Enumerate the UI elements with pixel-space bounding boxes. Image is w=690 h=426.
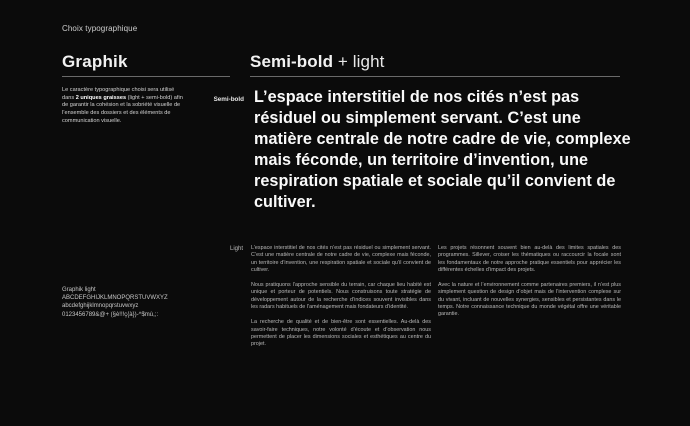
weight-light-title: light: [352, 52, 385, 71]
light-paragraph: Nous pratiquons l’approche sensible du terrain, car chaque lieu habité est unique et porteur de potentiels. Nous construisons toute stratégie de développement autour de la recherche d’indices souvent invisibles dans les radars habituels de l’aménagement mais fondateurs d’identité.: [251, 282, 431, 311]
divider-right: [250, 76, 620, 77]
specimen-symbols: 0123456789&@+ (§è!!!ç{à})-^$mù,;:: [62, 311, 159, 318]
intro-text-before: Le caractère typographique choisi sera utilisé dans: [62, 87, 175, 101]
weight-semibold-title: Semi-bold: [250, 52, 334, 71]
intro-paragraph: [62, 87, 187, 126]
semibold-sample-text: L’espace interstitiel de nos cités n’est pas résiduel ou simplement servant. C’est une matière centrale de notre cadre de vie, complexe mais féconde, un territoire d’invention, une respiration spatiale et sociale qu’il convient de cultiver.: [254, 88, 631, 211]
light-sample-column-2: [438, 245, 621, 327]
light-paragraph: La recherche de qualité et de bien-être sont essentielles. Au-delà des savoir-faire techniques, notre volonté d’écoute et d’observation nous permettent de placer les dimensions sociales et esthétiques au centre du projet.: [251, 319, 431, 348]
light-label: Light: [229, 246, 243, 252]
semibold-label: Semi-bold: [213, 96, 244, 103]
light-paragraph: L’espace interstitiel de nos cités n’est pas résiduel ou simplement servant. C’est une matière centrale de notre cadre de vie, complexe mais féconde, un territoire d’invention, une respiration spatiale et sociale qu’il convient de cultiver.: [251, 245, 431, 273]
light-paragraph: Avec la nature et l’environnement comme partenaires premiers, il n’est plus simplement question de design d’objet mais de l’intervention complexe sur du vivant, incluant de nouvelles synergies, sensibles et persistantes dans le temps. Notre connaissance technique du monde végétal offre une véritable garantie.: [438, 282, 621, 318]
intro-text-after: (light + semi-bold) afin de garantir la cohésion et la sobriété visuelle de l’ensemble des dossiers et des éléments de communication visuelle.: [62, 94, 183, 124]
specimen-lowercase: abcdefghijklmnopqrstuvwxyz: [62, 303, 139, 310]
weight-separator: +: [333, 52, 353, 71]
light-paragraph: Les projets résonnent souvent bien au-delà des limites spatiales des programmes. Sillever, croiser les thématiques ou raccourcir la focale sont les fondamentaux de notre approche pratique essentiels pour apprécier les différentes échelles d’impact des projets.: [438, 245, 621, 273]
intro-emphasis: 2 uniques graisses: [75, 94, 127, 101]
light-sample-column-1: [251, 245, 431, 357]
specimen-title: Graphik light: [62, 287, 96, 293]
divider-left: [62, 76, 230, 77]
font-name-heading: Graphik: [62, 52, 128, 71]
page-caption: Choix typographique: [62, 24, 138, 33]
glyph-specimen: [62, 286, 222, 319]
specimen-uppercase: ABCDEFGHIJKLMNOPQRSTUVWXYZ: [62, 295, 168, 302]
weights-heading: [250, 52, 384, 72]
